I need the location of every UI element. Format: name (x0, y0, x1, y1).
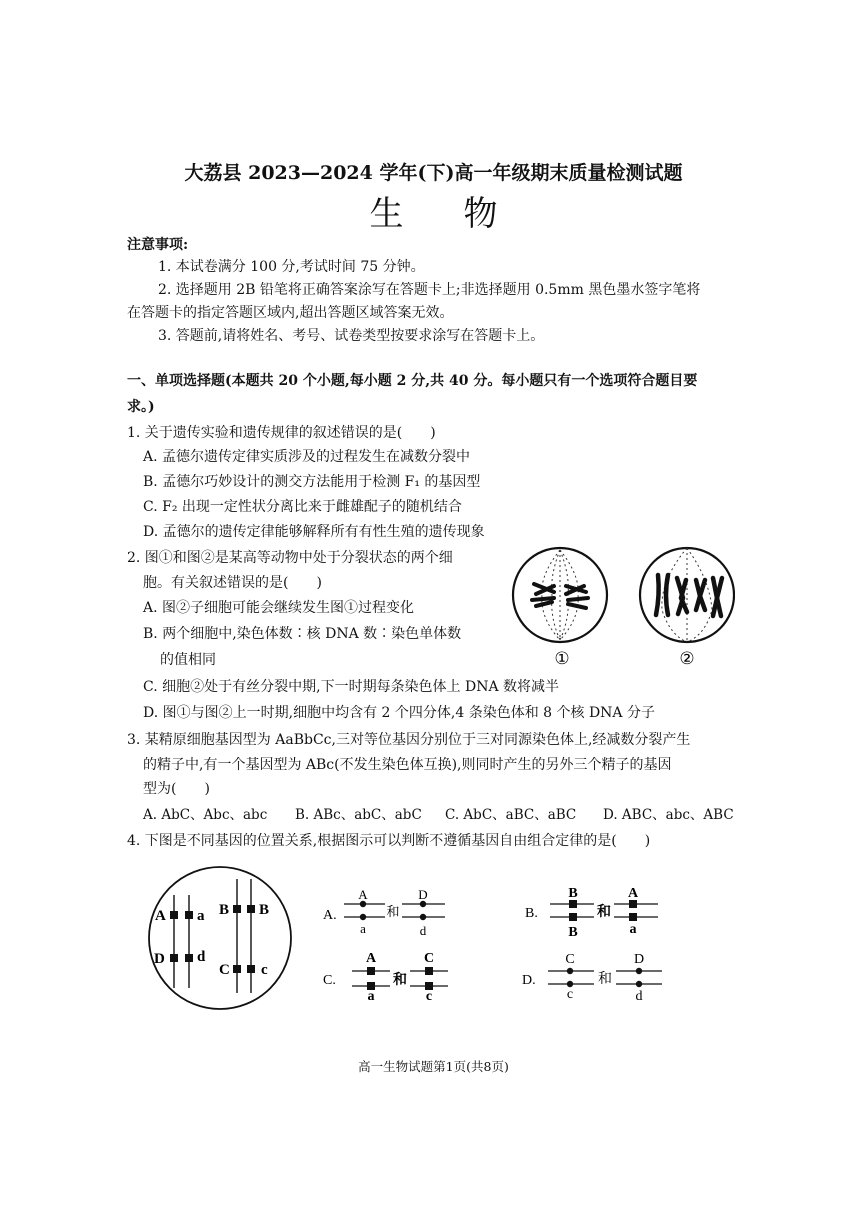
section-heading-line-1: 一、单项选择题(本题共 20 个小题,每小题 2 分,共 40 分。每小题只有一个选项符合题目要 (127, 373, 698, 389)
q2-option-d: D. 图①与图②上一时期,细胞中均含有 2 个四分体,4 条染色体和 8 个核 DNA 分子 (143, 705, 655, 721)
q4a-right-top: D (418, 887, 428, 902)
section-heading-line-2: 求。) (127, 399, 155, 415)
notice-heading: 注意事项: (127, 237, 189, 253)
q1-stem: 1. 关于遗传实验和遗传规律的叙述错误的是( ) (127, 425, 436, 441)
q3-stem-line-2: 的精子中,有一个基因型为 ABc(不发生染色体互换),则同时产生的另外三个精子的基因 (143, 757, 672, 773)
q2-option-b-line-1: B. 两个细胞中,染色体数∶核 DNA 数∶染色单体数 (143, 626, 462, 642)
gene-label-a: a (197, 908, 205, 924)
q4-option-b-label: B. (525, 906, 538, 921)
q4c-left-bottom: a (367, 989, 375, 1004)
q4-option-d-figure (522, 948, 667, 1006)
q3-option-b: B. ABc、abC、abC (295, 807, 422, 823)
q4d-left-bottom: c (566, 987, 574, 1002)
q4-option-d-label: D. (522, 973, 536, 988)
q1-option-b: B. 孟德尔巧妙设计的测交方法能用于检测 F₁ 的基因型 (143, 474, 481, 490)
gene-label-A: A (155, 908, 166, 924)
q4-option-c-figure (320, 948, 450, 1006)
q4d-left-top: C (565, 952, 575, 967)
fig-label-2: ② (679, 649, 695, 668)
q4b-left-top: B (568, 886, 578, 901)
q3-option-d: D. ABC、abc、ABC (603, 807, 734, 823)
gene-label-c: c (261, 962, 268, 978)
q4c-right-bottom: c (425, 989, 433, 1004)
q4a-right-bottom: d (419, 923, 427, 938)
q2-stem-line-2: 胞。有关叙述错误的是( ) (143, 575, 322, 591)
q2-option-a: A. 图②子细胞可能会继续发生图①过程变化 (143, 600, 415, 616)
notice-item-1: 1. 本试卷满分 100 分,考试时间 75 分钟。 (158, 259, 425, 275)
q3-option-c: C. AbC、aBC、aBC (445, 807, 577, 823)
exam-title: 大荔县 2023—2024 学年(下)高一年级期末质量检测试题 (184, 162, 683, 184)
q4a-left-top: A (358, 887, 368, 902)
q4d-right-bottom: d (635, 989, 643, 1004)
q4b-right-top: A (627, 886, 639, 901)
notice-item-2-line-1: 2. 选择题用 2B 铅笔将正确答案涂写在答题卡上;非选择题用 0.5mm 黑色墨水签字笔将 (158, 282, 701, 298)
q1-option-d: D. 孟德尔的遗传定律能够解释所有有性生殖的遗传现象 (143, 524, 485, 540)
gene-label-C: C (219, 962, 230, 978)
q4c-left-top: A (365, 951, 377, 966)
gene-label-d: d (197, 949, 206, 965)
gene-label-B-left: B (219, 902, 230, 918)
q4b-he: 和 (597, 905, 611, 920)
q3-stem-line-1: 3. 某精原细胞基因型为 AaBbCc,三对等位基因分别位于三对同源染色体上,经减数分裂产生 (127, 732, 691, 748)
fig-label-1: ① (554, 649, 570, 668)
q4-option-c-label: C. (323, 973, 336, 988)
q2-stem-line-1: 2. 图①和图②是某高等动物中处于分裂状态的两个细 (127, 550, 453, 566)
q4b-right-bottom: a (629, 922, 637, 937)
notice-item-3: 3. 答题前,请将姓名、考号、试卷类型按要求涂写在答题卡上。 (158, 328, 545, 344)
notice-item-2-line-2: 在答题卡的指定答题区域内,超出答题区域答案无效。 (127, 305, 454, 321)
q1-option-a: A. 孟德尔遗传定律实质涉及的过程发生在减数分裂中 (143, 449, 471, 465)
cell-1-diagram (513, 548, 607, 642)
page-footer: 高一生物试题第1页(共8页) (358, 1059, 509, 1074)
q4-stem: 4. 下图是不同基因的位置关系,根据图示可以判断不遵循基因自由组合定律的是( ) (127, 833, 651, 849)
q3-option-a: A. AbC、Abc、abc (143, 807, 268, 823)
subject-title: 生物 (369, 194, 558, 234)
q4a-left-bottom: a (360, 921, 366, 936)
q1-option-c: C. F₂ 出现一定性状分离比来于雌雄配子的随机结合 (143, 499, 462, 515)
q3-stem-line-3: 型为( ) (143, 781, 210, 797)
q4-option-b-figure (522, 883, 662, 941)
q4-option-a-figure (320, 883, 450, 941)
q4c-he: 和 (393, 973, 407, 988)
q4-cell-figure (145, 863, 295, 1013)
q2-cell-figure (510, 540, 735, 675)
q4d-he: 和 (598, 972, 612, 987)
gene-label-D: D (154, 951, 165, 967)
q4b-left-bottom: B (568, 925, 578, 940)
cell-2-diagram (640, 548, 734, 642)
gene-label-B-right: B (259, 902, 270, 918)
q4d-right-top: D (633, 952, 645, 967)
q2-option-c: C. 细胞②处于有丝分裂中期,下一时期每条染色体上 DNA 数将减半 (143, 679, 560, 695)
q4c-right-top: C (423, 951, 435, 966)
q2-option-b-line-2: 的值相同 (160, 652, 216, 668)
q4-option-a-label: A. (323, 908, 337, 923)
q4a-he: 和 (386, 904, 400, 919)
